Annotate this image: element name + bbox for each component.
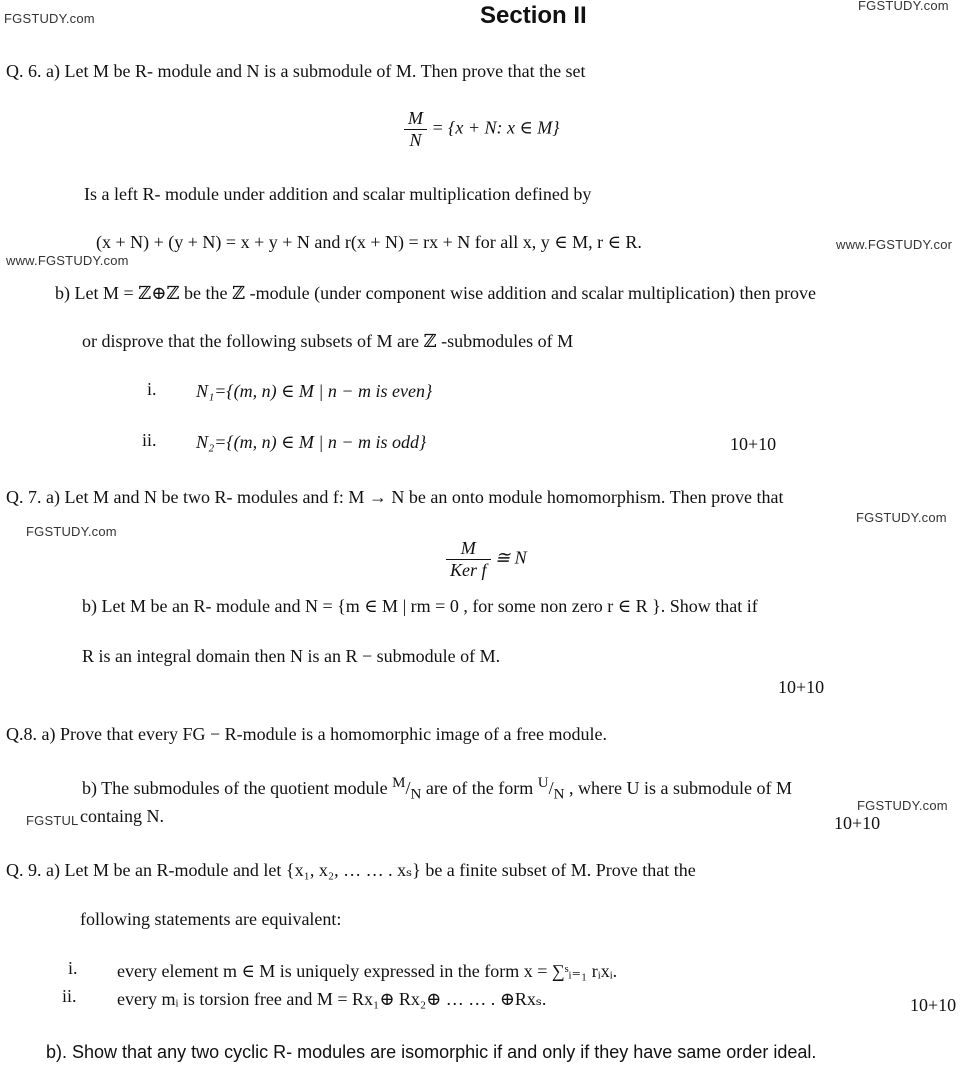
q8-q1-den: N bbox=[410, 786, 422, 803]
q6-fraction-denominator: N bbox=[409, 130, 422, 150]
q8-q2-num: U bbox=[537, 775, 549, 791]
watermark-right-q6: www.FGSTUDY.cor bbox=[836, 237, 953, 252]
q6-set-definition: = {x + N: x ∈ M} bbox=[431, 117, 560, 138]
q6-a-intro: Q. 6. a) Let M be R- module and N is a submodule of M. Then prove that the set bbox=[6, 61, 586, 81]
q8-b-line1-mid: are of the form bbox=[425, 778, 538, 798]
q8-quotient-m-over-n: $^M/_N$ bbox=[392, 775, 422, 803]
watermark-left-q7: FGSTUDY.com bbox=[26, 524, 117, 539]
q8-q2-den: N bbox=[553, 786, 565, 803]
watermark-top-left: FGSTUDY.com bbox=[4, 11, 95, 26]
q9-a-line1: Q. 9. a) Let M be an R-module and let {x₁, x₂, … … . xₛ} be a finite subset of M. Prove that the bbox=[6, 860, 696, 880]
q6-quotient-set bbox=[404, 108, 560, 151]
q7-a-intro: Q. 7. a) Let M and N be two R- modules and f: M → N be an onto module homomorphism. Then prove that bbox=[6, 487, 784, 507]
q9-b-line: b). Show that any two cyclic R- modules are isomorphic if and only if they have same order ideal. bbox=[46, 1042, 817, 1062]
q9-item2-number: ii. bbox=[62, 986, 77, 1006]
q9-marks: 10+10 bbox=[910, 995, 957, 1015]
q9-item1-number: i. bbox=[68, 958, 78, 978]
q6-fraction bbox=[404, 108, 427, 151]
q7-marks: 10+10 bbox=[778, 677, 825, 697]
q9-item1: every element m ∈ M is uniquely expressed in the form x = ∑ˢᵢ₌₁ rᵢxᵢ. bbox=[117, 961, 618, 981]
watermark-right-q8: FGSTUDY.com bbox=[857, 798, 948, 813]
q7-isomorphism bbox=[446, 538, 527, 581]
section-title: Section II bbox=[480, 2, 587, 29]
q7-fraction-numerator: M bbox=[446, 538, 491, 560]
q7-b-line2: R is an integral domain then N is an R − submodule of M. bbox=[82, 646, 501, 666]
q8-q1-num: M bbox=[392, 775, 406, 791]
q9-a-line2: following statements are equivalent: bbox=[80, 909, 342, 929]
q6-b-line1: b) Let M = ℤ⊕ℤ be the ℤ -module (under component wise addition and scalar multiplication) then prove bbox=[55, 283, 816, 303]
q6-b-line2: or disprove that the following subsets of M are ℤ -submodules of M bbox=[82, 331, 574, 351]
watermark-right-q7: FGSTUDY.com bbox=[856, 510, 947, 525]
q7-b-line1: b) Let M be an R- module and N = {m ∈ M | rm = 0 , for some non zero r ∈ R }. Show that if bbox=[82, 596, 758, 616]
watermark-left-q6: www.FGSTUDY.com bbox=[6, 253, 129, 268]
q8-quotient-u-over-n: $^U/_N$ bbox=[537, 775, 565, 803]
q8-b-line2: containg N. bbox=[80, 806, 164, 826]
q9-item2: every mᵢ is torsion free and M = Rx₁⊕ Rx₂⊕ … … . ⊕Rxₛ. bbox=[117, 989, 547, 1009]
q6-item1: N₁={(m, n) ∈ M | n − m is even} bbox=[196, 381, 433, 401]
watermark-left-q8: FGSTUL bbox=[26, 813, 79, 828]
q6-marks: 10+10 bbox=[730, 434, 777, 454]
q6-a-line3: (x + N) + (y + N) = x + y + N and r(x + N) = rx + N for all x, y ∈ M, r ∈ R. bbox=[96, 232, 642, 252]
q6-item2: N₂={(m, n) ∈ M | n − m is odd} bbox=[196, 432, 427, 452]
q6-item1-number: i. bbox=[147, 379, 157, 399]
q7-iso-rhs: ≅ N bbox=[495, 547, 527, 568]
q6-a-line2: Is a left R- module under addition and scalar multiplication defined by bbox=[84, 184, 592, 204]
q6-fraction-numerator: M bbox=[404, 108, 427, 130]
q8-marks: 10+10 bbox=[834, 813, 881, 833]
q8-b-line1-pre: b) The submodules of the quotient module bbox=[82, 778, 393, 798]
q7-fraction-denominator: Ker f bbox=[450, 560, 487, 580]
q6-item2-number: ii. bbox=[142, 430, 157, 450]
q7-fraction bbox=[446, 538, 491, 581]
q8-b-line1 bbox=[82, 775, 792, 804]
q8-a-line: Q.8. a) Prove that every FG − R-module is a homomorphic image of a free module. bbox=[6, 724, 607, 744]
watermark-top-right: FGSTUDY.com bbox=[858, 0, 949, 13]
q8-b-line1-post: , where U is a submodule of M bbox=[568, 778, 792, 798]
